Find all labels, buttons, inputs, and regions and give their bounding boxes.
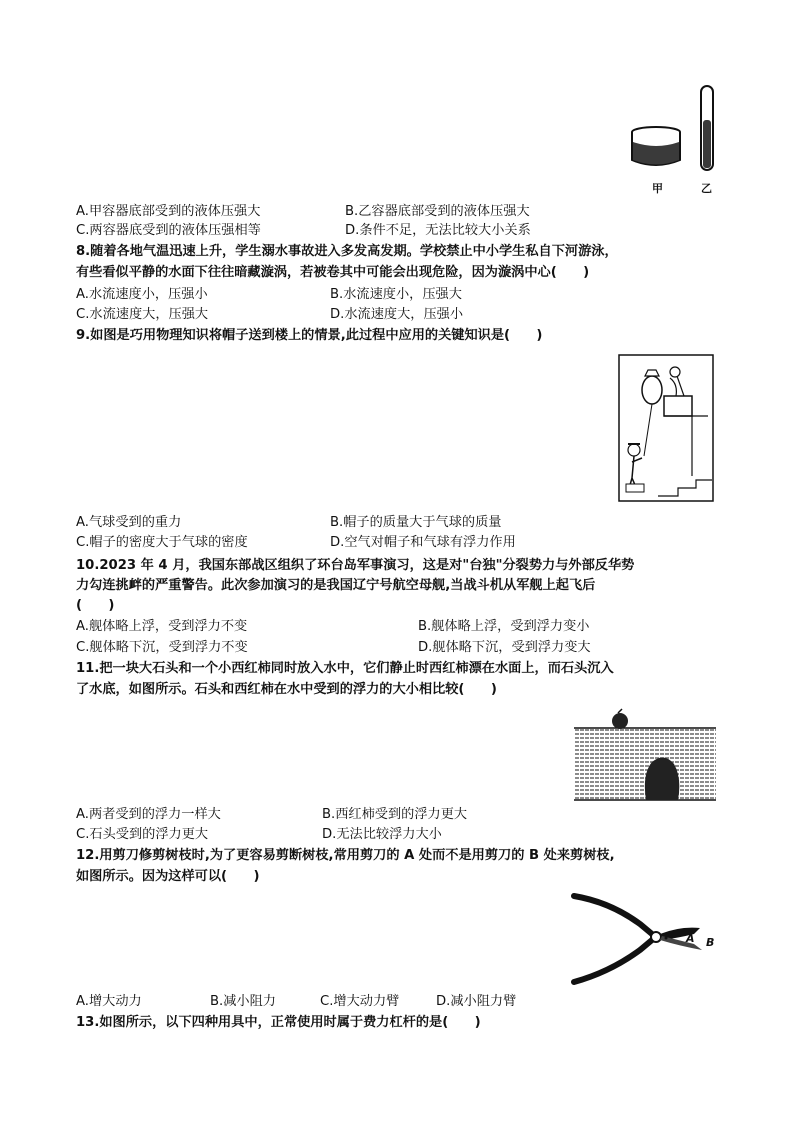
q7-label-yi: 乙 — [701, 182, 712, 195]
q13-stem: 13.如图所示，以下四种用具中，正常使用时属于费力杠杆的是( ) — [76, 1015, 481, 1030]
q10-option-c[interactable]: C.舰体略下沉，受到浮力不变 — [76, 640, 248, 655]
q12-label-b: B — [706, 936, 715, 949]
q12-stem-line-2: 如图所示。因为这样可以( ) — [76, 869, 260, 884]
q12-scissors-figure — [570, 888, 720, 988]
q7-label-jia: 甲 — [652, 182, 663, 195]
q12-option-c[interactable]: C.增大动力臂 — [320, 994, 400, 1009]
q11-stem-line-1: 11.把一块大石头和一个小西红柿同时放入水中，它们静止时西红柿漂在水面上，而石头沉入 — [76, 661, 614, 676]
q9-option-c[interactable]: C.帽子的密度大于气球的密度 — [76, 535, 248, 550]
q11-option-a[interactable]: A.两者受到的浮力一样大 — [76, 807, 221, 822]
q9-option-a[interactable]: A.气球受到的重力 — [76, 515, 182, 530]
q10-option-d[interactable]: D.舰体略下沉，受到浮力变大 — [418, 640, 591, 655]
q12-option-b[interactable]: B.减小阻力 — [210, 994, 276, 1009]
q8-stem-line-2: 有些看似平静的水面下往往暗藏漩涡，若被卷其中可能会出现危险，因为漩涡中心( ) — [76, 265, 590, 280]
q10-stem-line-3: ( ) — [76, 598, 115, 613]
q7-option-d[interactable]: D.条件不足，无法比较大小关系 — [345, 223, 531, 238]
q8-option-c[interactable]: C.水流速度大，压强大 — [76, 307, 209, 322]
q9-balloon-figure — [618, 354, 714, 502]
q10-option-b[interactable]: B.舰体略上浮，受到浮力变小 — [418, 619, 590, 634]
q8-option-d[interactable]: D.水流速度大，压强小 — [330, 307, 464, 322]
q10-option-a[interactable]: A.舰体略上浮，受到浮力不变 — [76, 619, 248, 634]
q11-stem-line-2: 了水底，如图所示。石头和西红柿在水中受到的浮力的大小相比较( ) — [76, 682, 497, 697]
q7-option-a[interactable]: A.甲容器底部受到的液体压强大 — [76, 204, 261, 219]
q8-option-a[interactable]: A.水流速度小，压强小 — [76, 287, 208, 302]
q12-option-a[interactable]: A.增大动力 — [76, 994, 142, 1009]
q11-water-figure — [572, 708, 718, 804]
q9-option-d[interactable]: D.空气对帽子和气球有浮力作用 — [330, 535, 516, 550]
q11-option-d[interactable]: D.无法比较浮力大小 — [322, 827, 442, 842]
q12-stem-line-1: 12.用剪刀修剪树枝时,为了更容易剪断树枝,常用剪刀的 A 处而不是用剪刀的 B 处来剪树枝, — [76, 848, 615, 863]
q10-stem-line-1: 10.2023 年 4 月，我国东部战区组织了环台岛军事演习，这是对"台独"分裂势力与外部反华势 — [76, 558, 635, 573]
q9-stem: 9.如图是巧用物理知识将帽子送到楼上的情景,此过程中应用的关键知识是( ) — [76, 328, 543, 343]
q12-option-d[interactable]: D.减小阻力臂 — [436, 994, 517, 1009]
q11-option-c[interactable]: C.石头受到的浮力更大 — [76, 827, 209, 842]
q11-option-b[interactable]: B.西红柿受到的浮力更大 — [322, 807, 468, 822]
q7-option-c[interactable]: C.两容器底受到的液体压强相等 — [76, 223, 261, 238]
q12-label-a: A — [686, 932, 695, 945]
q8-stem-line-1: 8.随着各地气温迅速上升，学生溺水事故进入多发高发期。学校禁止中小学生私自下河游泳， — [76, 244, 618, 259]
q7-option-b[interactable]: B.乙容器底部受到的液体压强大 — [345, 204, 530, 219]
q9-option-b[interactable]: B.帽子的质量大于气球的质量 — [330, 515, 502, 530]
q8-option-b[interactable]: B.水流速度小，压强大 — [330, 287, 462, 302]
q10-stem-line-2: 力勾连挑衅的严重警告。此次参加演习的是我国辽宁号航空母舰,当战斗机从军舰上起飞后 — [76, 578, 596, 593]
